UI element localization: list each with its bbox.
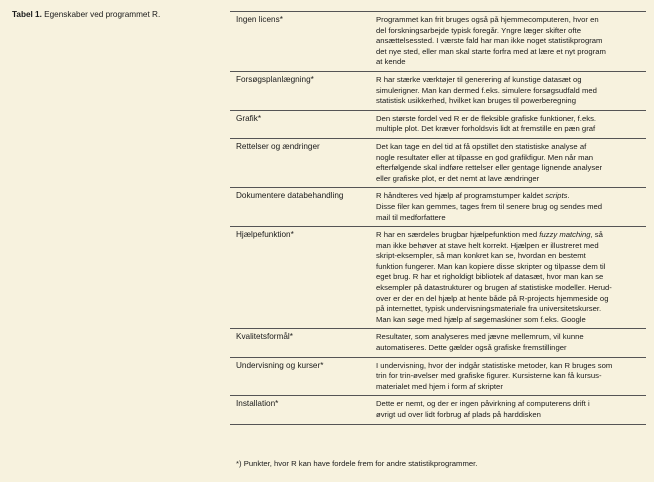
row-term: Undervisning og kurser*	[236, 360, 324, 370]
row-term: Hjælpefunktion*	[236, 230, 294, 240]
table-footnote: *) Punkter, hvor R kan have fordele frem for andre statistikprogrammer.	[236, 459, 478, 468]
row-term: Grafik*	[236, 113, 262, 123]
row-term: Rettelser og ændringer	[236, 141, 320, 151]
table-row	[230, 71, 646, 110]
table-row	[230, 187, 646, 226]
table-row	[230, 395, 646, 424]
table-row	[230, 138, 646, 187]
row-description-emphasis: fuzzy matching	[539, 230, 591, 240]
row-description: Det kan tage en del tid at få opstillet den statistiske analyse af nogle resultater eller at tilpasse en god grafikfigur. Men når man efterfølgende skal indføre rettelser eller gentage lignende analyser eller grafiske plot, er det nemt at lave ændringer	[376, 141, 603, 183]
table-row	[230, 357, 646, 396]
row-term: Installation*	[236, 399, 279, 409]
row-description: R har stærke værktøjer til generering af kunstige datasæt og simulerigner. Man kan dermed f.eks. simulere forsøgsudfald med statistisk usikkerhed, hvilket kan bruges til powerberegning	[376, 74, 597, 106]
row-description-pre: R håndteres ved hjælp af programstumper kaldet	[376, 191, 546, 201]
table-caption	[12, 9, 160, 20]
properties-table	[230, 11, 646, 425]
row-description-pre: R har en særdeles brugbar hjælpefunktion med	[376, 230, 540, 240]
row-description: Den største fordel ved R er de fleksible grafiske funktioner, f.eks. multiple plot. Det kræver forholdsvis lidt at fremstille en pæn graf	[376, 113, 597, 134]
row-description: Programmet kan frit bruges også på hjemmecomputeren, hvor en del forskningsarbejde typisk foregår. Yngre læger skifter ofte ansættelsessted. I værste fald har man ikke noget statistikprogram det nye sted, eller man skal starte forfra med at lære et nyt program at kende	[376, 15, 606, 67]
table-row	[230, 226, 646, 328]
row-description: Resultater, som analyseres med jævne mellemrum, vil kunne automatiseres. Dette gælder også grafiske fremstillinger	[376, 332, 584, 353]
row-term: Ingen licens*	[236, 15, 283, 24]
row-description: I undervisning, hvor der indgår statistiske metoder, kan R bruges som trin for trin-øvelser med grafiske figurer. Kursisterne kan få kursus- materialet med hjem i form af skripter	[376, 360, 613, 391]
row-term: Forsøgsplanlægning*	[236, 74, 314, 84]
row-description-post: . Disse filer kan gemmes, tages frem til senere brug og sendes med mail til medforfattere	[376, 191, 603, 222]
table-row	[230, 328, 646, 356]
row-term: Kvalitetsformål*	[236, 332, 293, 342]
table-row	[230, 11, 646, 71]
table-row	[230, 110, 646, 138]
row-description	[372, 188, 646, 226]
table-caption-label: Tabel 1.	[12, 10, 42, 19]
table-caption-text: Egenskaber ved programmet R.	[44, 10, 161, 19]
row-description-post: , så man ikke behøver at stave helt korrekt. Hjælpen er illustreret med skript-eksempler, så man konkret kan se, hvordan en bestemt funktion fungerer. Man kan kopiere disse skripter og tilpasse dem til eget brug. R har et righoldigt bibliotek af datasæt, hvor man kan se eksempler på datastrukturer og brugen af statistiske modeller. Herud- over er der en del hjælp at hente både på R-projects hjemmeside og på internettet, typisk undervisningsmateriale fra universitetskurser. Man kan søge med hjælp af søgemaskiner som f.eks. Google	[376, 230, 612, 324]
row-term: Dokumentere databehandling	[236, 191, 344, 201]
row-description: Dette er nemt, og der er ingen påvirkning af computerens drift i øvrigt ud over lidt forbrug af plads på harddisken	[376, 399, 590, 419]
row-description-emphasis: scripts	[545, 191, 568, 201]
row-description	[372, 227, 646, 328]
